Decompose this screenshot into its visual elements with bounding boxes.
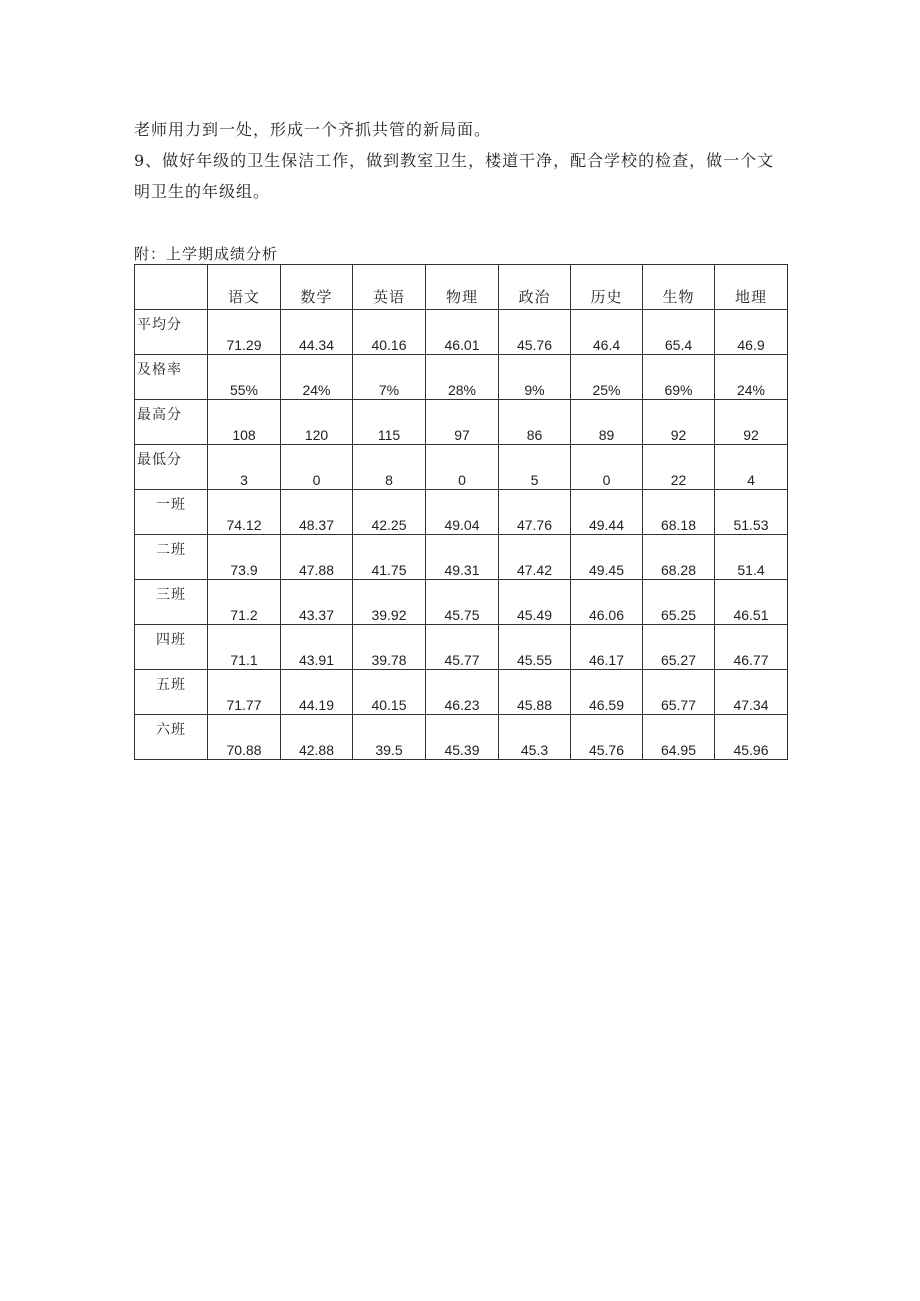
table-caption: 附：上学期成绩分析 <box>134 245 279 263</box>
table-cell: 65.27 <box>643 625 715 670</box>
table-cell: 42.88 <box>281 715 353 760</box>
row-label: 及格率 <box>135 355 208 400</box>
table-cell: 55% <box>208 355 281 400</box>
table-cell: 69% <box>643 355 715 400</box>
table-cell: 45.76 <box>499 310 571 355</box>
table-cell: 120 <box>281 400 353 445</box>
table-cell: 74.12 <box>208 490 281 535</box>
table-cell: 42.25 <box>353 490 426 535</box>
column-header: 生物 <box>643 265 715 310</box>
table-cell: 9% <box>499 355 571 400</box>
table-cell: 86 <box>499 400 571 445</box>
column-header: 地理 <box>715 265 788 310</box>
table-cell: 47.88 <box>281 535 353 580</box>
row-label: 二班 <box>135 535 208 580</box>
table-cell: 45.49 <box>499 580 571 625</box>
table-row <box>135 715 788 760</box>
column-header: 历史 <box>571 265 643 310</box>
table-cell: 45.39 <box>426 715 499 760</box>
table-row <box>135 310 788 355</box>
table-cell: 46.59 <box>571 670 643 715</box>
table-cell: 45.55 <box>499 625 571 670</box>
table-cell: 51.53 <box>715 490 788 535</box>
table-cell: 46.4 <box>571 310 643 355</box>
row-label: 一班 <box>135 490 208 535</box>
table-cell: 4 <box>715 445 788 490</box>
column-header: 数学 <box>281 265 353 310</box>
column-header: 英语 <box>353 265 426 310</box>
table-cell: 46.23 <box>426 670 499 715</box>
table-cell: 22 <box>643 445 715 490</box>
table-cell: 70.88 <box>208 715 281 760</box>
table-cell: 39.78 <box>353 625 426 670</box>
table-cell: 44.34 <box>281 310 353 355</box>
column-header: 语文 <box>208 265 281 310</box>
table-cell: 45.88 <box>499 670 571 715</box>
table-cell: 68.18 <box>643 490 715 535</box>
table-row <box>135 580 788 625</box>
table-cell: 47.42 <box>499 535 571 580</box>
row-label: 六班 <box>135 715 208 760</box>
table-cell: 49.45 <box>571 535 643 580</box>
table-cell: 92 <box>715 400 788 445</box>
table-cell: 45.3 <box>499 715 571 760</box>
header-corner-cell <box>135 265 208 310</box>
table-cell: 45.96 <box>715 715 788 760</box>
table-cell: 48.37 <box>281 490 353 535</box>
table-cell: 8 <box>353 445 426 490</box>
table-cell: 46.51 <box>715 580 788 625</box>
table-cell: 65.4 <box>643 310 715 355</box>
table-row <box>135 400 788 445</box>
table-cell: 45.75 <box>426 580 499 625</box>
table-cell: 0 <box>426 445 499 490</box>
table-cell: 108 <box>208 400 281 445</box>
table-header-row <box>135 265 788 310</box>
table-cell: 47.76 <box>499 490 571 535</box>
table-cell: 71.1 <box>208 625 281 670</box>
table-cell: 65.25 <box>643 580 715 625</box>
table-cell: 47.34 <box>715 670 788 715</box>
table-cell: 115 <box>353 400 426 445</box>
table-cell: 46.06 <box>571 580 643 625</box>
table-cell: 43.37 <box>281 580 353 625</box>
table-cell: 3 <box>208 445 281 490</box>
row-label: 四班 <box>135 625 208 670</box>
table-cell: 0 <box>571 445 643 490</box>
table-cell: 46.77 <box>715 625 788 670</box>
table-cell: 25% <box>571 355 643 400</box>
table-cell: 24% <box>281 355 353 400</box>
table-cell: 40.15 <box>353 670 426 715</box>
table-cell: 39.5 <box>353 715 426 760</box>
table-cell: 64.95 <box>643 715 715 760</box>
row-label: 平均分 <box>135 310 208 355</box>
table-cell: 71.29 <box>208 310 281 355</box>
table-cell: 73.9 <box>208 535 281 580</box>
table-cell: 97 <box>426 400 499 445</box>
table-cell: 45.76 <box>571 715 643 760</box>
table-cell: 45.77 <box>426 625 499 670</box>
table-cell: 46.9 <box>715 310 788 355</box>
paragraph-line-1: 老师用力到一处，形成一个齐抓共管的新局面。 <box>134 120 492 139</box>
table-row <box>135 670 788 715</box>
table-cell: 46.01 <box>426 310 499 355</box>
table-cell: 44.19 <box>281 670 353 715</box>
table-cell: 0 <box>281 445 353 490</box>
table-row <box>135 445 788 490</box>
table-cell: 24% <box>715 355 788 400</box>
row-label: 最低分 <box>135 445 208 490</box>
table-cell: 92 <box>643 400 715 445</box>
table-cell: 68.28 <box>643 535 715 580</box>
row-label: 五班 <box>135 670 208 715</box>
table-cell: 65.77 <box>643 670 715 715</box>
table-cell: 89 <box>571 400 643 445</box>
table-cell: 28% <box>426 355 499 400</box>
table-row <box>135 490 788 535</box>
table-cell: 46.17 <box>571 625 643 670</box>
table-row <box>135 355 788 400</box>
table-row <box>135 625 788 670</box>
column-header: 政治 <box>499 265 571 310</box>
table-cell: 43.91 <box>281 625 353 670</box>
table-cell: 39.92 <box>353 580 426 625</box>
paragraph-line-3: 明卫生的年级组。 <box>134 182 271 201</box>
row-label: 三班 <box>135 580 208 625</box>
column-header: 物理 <box>426 265 499 310</box>
table-cell: 49.04 <box>426 490 499 535</box>
table-cell: 7% <box>353 355 426 400</box>
table-cell: 40.16 <box>353 310 426 355</box>
table-cell: 49.44 <box>571 490 643 535</box>
table-cell: 49.31 <box>426 535 499 580</box>
table-cell: 5 <box>499 445 571 490</box>
grades-table <box>134 264 788 760</box>
row-label: 最高分 <box>135 400 208 445</box>
table-cell: 41.75 <box>353 535 426 580</box>
table-cell: 71.2 <box>208 580 281 625</box>
paragraph-line-2: 9、做好年级的卫生保洁工作，做到教室卫生，楼道干净，配合学校的检查，做一个文 <box>134 151 775 170</box>
table-cell: 51.4 <box>715 535 788 580</box>
table-row <box>135 535 788 580</box>
table-cell: 71.77 <box>208 670 281 715</box>
